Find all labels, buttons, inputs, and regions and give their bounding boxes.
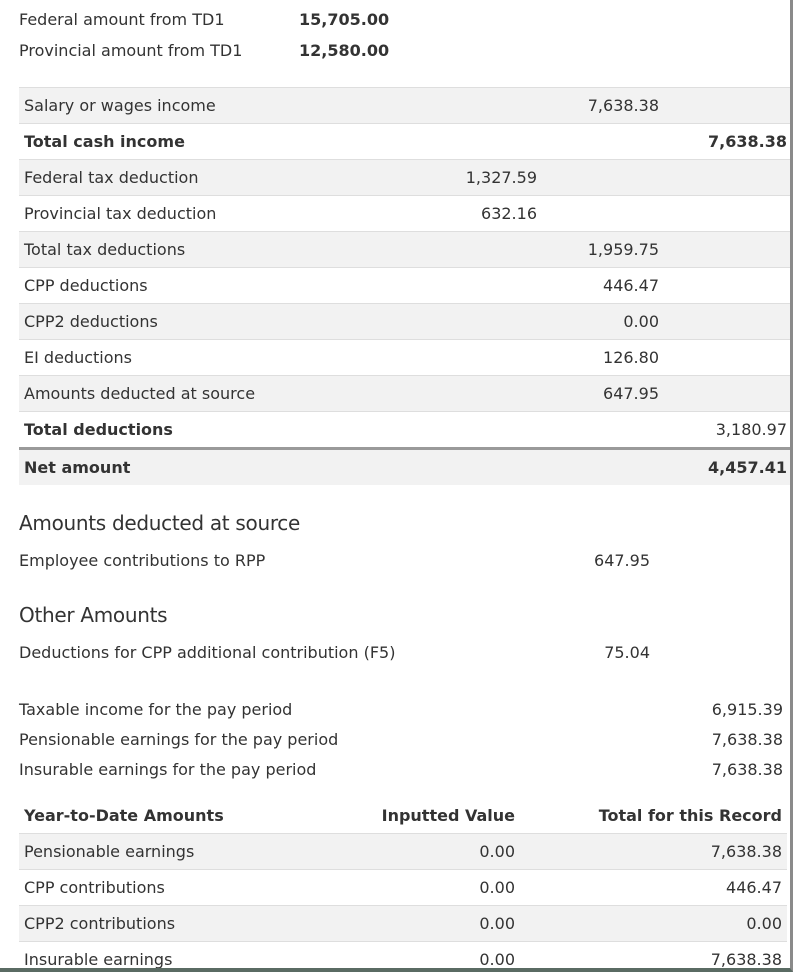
total-cash-value: 7,638.38 xyxy=(659,124,792,160)
rpp-value: 647.95 xyxy=(594,551,650,570)
net-amount-label: Net amount xyxy=(19,449,444,486)
total-deductions-label: Total deductions xyxy=(19,412,444,449)
deductions-summary-table xyxy=(19,87,792,485)
ytd-header-row xyxy=(19,797,787,834)
taxable-income-label: Taxable income for the pay period xyxy=(19,700,293,719)
td1-provincial-label: Provincial amount from TD1 xyxy=(19,41,243,60)
rpp-row xyxy=(19,549,659,573)
ytd-row-total: 446.47 xyxy=(515,870,787,906)
insurable-earnings-value: 7,638.38 xyxy=(711,760,783,779)
total-tax-label: Total tax deductions xyxy=(19,232,444,268)
table-row xyxy=(19,870,787,906)
td1-federal-row xyxy=(19,6,419,37)
provincial-tax-value: 632.16 xyxy=(444,196,537,232)
ytd-row-label: Pensionable earnings xyxy=(19,834,364,870)
insurable-earnings-row xyxy=(19,755,783,785)
amounts-at-source-heading: Amounts deducted at source xyxy=(19,511,301,535)
ytd-header-total: Total for this Record xyxy=(598,805,782,825)
ytd-row-label: Insurable earnings xyxy=(19,942,364,973)
table-row-federal-tax xyxy=(19,160,792,196)
total-tax-value: 1,959.75 xyxy=(537,232,659,268)
federal-tax-value: 1,327.59 xyxy=(444,160,537,196)
table-row-net-amount xyxy=(19,449,792,486)
f5-label: Deductions for CPP additional contribution (F5) xyxy=(19,643,396,662)
table-row-total-deductions xyxy=(19,412,792,449)
cpp2-label: CPP2 deductions xyxy=(19,304,444,340)
ytd-table xyxy=(19,797,787,972)
ytd-row-label: CPP contributions xyxy=(19,870,364,906)
ytd-row-input: 0.00 xyxy=(364,942,515,973)
total-cash-label: Total cash income xyxy=(19,124,444,160)
table-row xyxy=(19,906,787,942)
table-row-at-source xyxy=(19,376,792,412)
table-row xyxy=(19,942,787,973)
pensionable-earnings-row xyxy=(19,725,783,755)
other-amounts-heading: Other Amounts xyxy=(19,603,168,627)
pensionable-earnings-value: 7,638.38 xyxy=(711,730,783,749)
provincial-tax-label: Provincial tax deduction xyxy=(19,196,444,232)
salary-value: 7,638.38 xyxy=(537,88,659,124)
ytd-row-total: 0.00 xyxy=(515,906,787,942)
f5-row xyxy=(19,641,659,665)
rpp-label: Employee contributions to RPP xyxy=(19,551,266,570)
td1-provincial-row xyxy=(19,37,419,68)
f5-value: 75.04 xyxy=(604,643,650,662)
table-row-salary xyxy=(19,88,792,124)
insurable-earnings-label: Insurable earnings for the pay period xyxy=(19,760,317,779)
at-source-value: 647.95 xyxy=(537,376,659,412)
td1-amounts xyxy=(19,6,419,68)
ei-value: 126.80 xyxy=(537,340,659,376)
ei-label: EI deductions xyxy=(19,340,444,376)
cpp-label: CPP deductions xyxy=(19,268,444,304)
net-amount-value: 4,457.41 xyxy=(659,449,792,486)
salary-label: Salary or wages income xyxy=(19,88,444,124)
ytd-row-input: 0.00 xyxy=(364,906,515,942)
table-row-ei xyxy=(19,340,792,376)
cpp-value: 446.47 xyxy=(537,268,659,304)
taxable-income-row xyxy=(19,695,783,725)
table-row-provincial-tax xyxy=(19,196,792,232)
ytd-row-total: 7,638.38 xyxy=(515,942,787,973)
total-deductions-value: 3,180.97 xyxy=(659,412,792,449)
ytd-row-label: CPP2 contributions xyxy=(19,906,364,942)
td1-federal-value: 15,705.00 xyxy=(299,10,390,29)
ytd-row-total: 7,638.38 xyxy=(515,834,787,870)
table-row-cpp2 xyxy=(19,304,792,340)
ytd-header-label: Year-to-Date Amounts xyxy=(24,805,224,825)
td1-provincial-value: 12,580.00 xyxy=(299,41,390,60)
ytd-row-input: 0.00 xyxy=(364,834,515,870)
table-row-cpp xyxy=(19,268,792,304)
pensionable-earnings-label: Pensionable earnings for the pay period xyxy=(19,730,339,749)
federal-tax-label: Federal tax deduction xyxy=(19,160,444,196)
table-row-total-cash xyxy=(19,124,792,160)
at-source-label: Amounts deducted at source xyxy=(19,376,444,412)
cpp2-value: 0.00 xyxy=(537,304,659,340)
taxable-income-value: 6,915.39 xyxy=(711,700,783,719)
td1-federal-label: Federal amount from TD1 xyxy=(19,10,225,29)
table-row xyxy=(19,834,787,870)
table-row-total-tax xyxy=(19,232,792,268)
ytd-row-input: 0.00 xyxy=(364,870,515,906)
ytd-header-input: Inputted Value xyxy=(381,805,515,825)
